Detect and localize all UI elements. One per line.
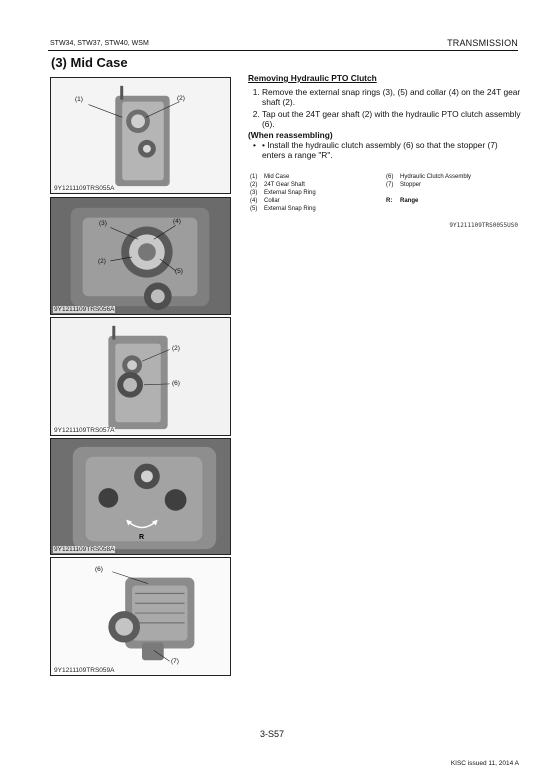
header-section: TRANSMISSION	[447, 38, 518, 48]
procedure-step: 1. Remove the external snap rings (3), (5) and collar (4) on the 24T gear shaft (2).	[262, 87, 521, 107]
image-code: 9Y1211109TRS057A	[54, 427, 115, 434]
legend-item: (7) Stopper	[386, 182, 422, 188]
callout-3: (3)	[99, 220, 107, 227]
callout-6: (6)	[172, 380, 180, 387]
procedure-step: 2. Tap out the 24T gear shaft (2) with the hydraulic PTO clutch assembly (6).	[262, 109, 521, 129]
legend-item: R: Range	[386, 198, 419, 204]
callout-4: (4)	[173, 218, 181, 225]
legend-item: (4) Collar	[250, 198, 280, 204]
page-number: 3-S57	[260, 729, 285, 739]
header-rule	[48, 50, 518, 51]
footer-issue: KISC issued 11, 2014 A	[450, 760, 519, 767]
image-code: 9Y1211109TRS059A	[54, 667, 115, 674]
callout-r: R	[139, 534, 145, 541]
procedure-steps	[248, 87, 521, 129]
legend-item: (6) Hydraulic Clutch Assembly	[386, 174, 472, 180]
photo-hydraulic-clutch	[50, 557, 231, 676]
callout-7: (7)	[171, 658, 179, 665]
photo-clutch-assembly-installed	[50, 317, 231, 436]
procedure-subtitle: Removing Hydraulic PTO Clutch	[248, 73, 377, 83]
image-code: 9Y1211109TRS055A	[54, 185, 115, 192]
reassembling-list	[248, 140, 521, 160]
callout-2b: (2)	[98, 258, 106, 265]
callout-2c: (2)	[172, 345, 180, 352]
procedure-block	[248, 73, 521, 161]
legend-item: (1) Mid Case	[250, 174, 290, 180]
reference-code: 9Y1211109TRS0055US0	[449, 222, 518, 229]
image-code: 9Y1211109TRS058A	[54, 546, 115, 553]
callout-2: (2)	[177, 95, 185, 102]
callout-5: (5)	[175, 268, 183, 275]
reassembling-note: • • Install the hydraulic clutch assembly (6) so that the stopper (7) enters a range "R".	[262, 140, 521, 160]
callout-6b: (6)	[95, 566, 103, 573]
legend-item: (3) External Snap Ring	[250, 190, 316, 196]
legend-item: (2) 24T Gear Shaft	[250, 182, 305, 188]
photo-range-r	[50, 438, 231, 555]
image-code: 9Y1211109TRS056A	[54, 306, 115, 313]
header-models: STW34, STW37, STW40, WSM	[50, 40, 149, 47]
callout-1: (1)	[75, 96, 83, 103]
reassembling-heading: (When reassembling)	[248, 130, 333, 141]
section-title: (3) Mid Case	[51, 55, 128, 70]
legend-item: (5) External Snap Ring	[250, 206, 316, 212]
photo-mid-case	[50, 77, 231, 194]
photo-gear-shaft-closeup	[50, 197, 231, 315]
